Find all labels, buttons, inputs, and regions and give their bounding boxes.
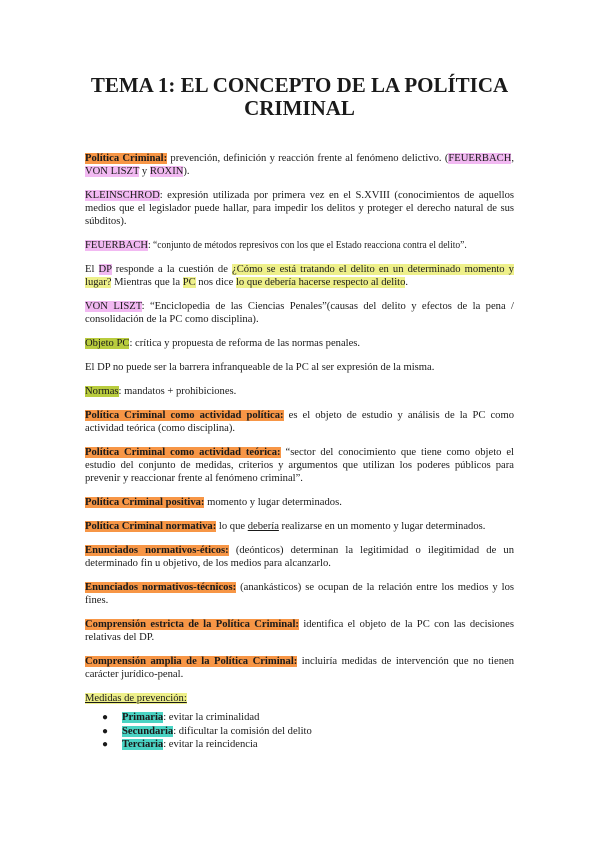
list-item (85, 738, 514, 752)
paragraph-text: : “Enciclopedia de las Ciencias Penales”(causas del delito y efectos de la pena / consolidación de la PC como disciplina). (85, 301, 514, 325)
list-item (85, 711, 514, 725)
author-roxin: ROXIN (149, 166, 184, 177)
paragraph-text: El DP no puede ser la barrera infranqueable de la PC al ser expresión de la misma. (85, 362, 435, 373)
paragraph-enunciados-eticos (85, 544, 514, 570)
term-highlight: Política Criminal: (85, 153, 168, 164)
question-highlight: ¿Cómo se está tratando el delito en un determinado momento y lugar? (85, 264, 514, 288)
paragraph-text: incluiría medidas de intervención que no tienen carácter jurídico-penal. (85, 656, 514, 680)
page-title (60, 74, 539, 120)
term-highlight: Enunciados normativos-técnicos: (85, 582, 237, 593)
term-pc: PC (182, 277, 196, 288)
author-feuerbach: FEUERBACH (448, 153, 512, 164)
paragraph-politica-criminal (85, 152, 514, 178)
paragraph-comprension-estricta (85, 618, 514, 644)
term-secundaria: Secundaria (122, 725, 174, 737)
text-segment: nos dice (195, 277, 236, 288)
paragraph-text: : mandatos + prohibiciones. (118, 386, 237, 397)
paragraph-von-liszt (85, 300, 514, 326)
bullet-icon: ● (102, 739, 109, 751)
paragraph-objeto-pc (85, 337, 514, 350)
list-item (85, 725, 514, 739)
term-highlight: Política Criminal normativa: (85, 521, 217, 532)
paragraph-text: identifica el objeto de la PC con las decisiones relativas del DP. (85, 619, 514, 643)
author-von-liszt: VON LISZT (85, 166, 140, 177)
paragraph-actividad-teorica (85, 446, 514, 485)
document-body (85, 152, 514, 752)
paragraph-text: : expresión utilizada por primera vez en el S.XVIII (conocimientos de aquellos medios que el legislador puede hallar, para impedir los delitos y proteger el derecho natural de sus súbditos). (85, 190, 514, 227)
term-highlight: Normas (85, 386, 119, 397)
paragraph-comprension-amplia (85, 655, 514, 681)
text-segment: lo que (216, 521, 248, 532)
paragraph-text: (anankásticos) se ocupan de la relación entre los medios y los fines. (85, 582, 514, 606)
prevention-heading-text: Medidas de prevención: (85, 693, 187, 704)
bullet-icon: ● (102, 725, 109, 737)
paragraph-text: : crítica y propuesta de reforma de las normas penales. (129, 338, 361, 349)
author-kleinschrod: KLEINSCHROD (85, 190, 160, 201)
title-line-2: CRIMINAL (244, 96, 355, 120)
paragraph-kleinschrod (85, 189, 514, 228)
paragraph-text: es el objeto de estudio y análisis de la PC como actividad teórica (como disciplina). (85, 410, 514, 434)
paragraph-text: : “conjunto de métodos represivos con los que el Estado reacciona contra el delito”. (147, 240, 467, 251)
prevention-list (85, 711, 514, 752)
paragraph-feuerbach (85, 239, 514, 252)
bullet-icon: ● (102, 712, 109, 723)
term-highlight: Política Criminal como actividad política: (85, 410, 284, 421)
paragraph-enunciados-tecnicos (85, 581, 514, 607)
underlined-word: debería (247, 521, 279, 532)
author-von-liszt: VON LISZT (85, 301, 142, 312)
answer-highlight: lo que debería hacerse respecto al delito (235, 277, 406, 288)
term-highlight: Objeto PC (85, 338, 130, 349)
text-segment: Mientras que la (111, 277, 183, 288)
list-item-text: : evitar la reincidencia (163, 739, 258, 751)
term-highlight: Política Criminal positiva: (85, 497, 205, 508)
author-feuerbach: FEUERBACH (85, 240, 148, 251)
paragraph-pc-normativa (85, 520, 514, 533)
prevention-heading (85, 692, 514, 705)
separator: y (139, 166, 150, 177)
term-highlight: Enunciados normativos-éticos: (85, 545, 229, 556)
term-highlight: Comprensión amplia de la Política Criminal: (85, 656, 298, 667)
paragraph-dp-pc (85, 263, 514, 289)
paragraph-text: “sector del conocimiento que tiene como objeto el estudio del conjunto de medidas, criterios y argumentos que utilizan los poderes públicos para prevenir y reaccionar frente al fenómeno criminal”. (85, 447, 514, 484)
paragraph-actividad-politica (85, 409, 514, 435)
paragraph-dp-barrera (85, 361, 514, 374)
list-item-text: : dificultar la comisión del delito (173, 725, 312, 737)
paragraph-normas (85, 385, 514, 398)
paragraph-text: momento y lugar determinados. (204, 497, 342, 508)
text-segment: realizarse en un momento y lugar determinados. (278, 521, 486, 532)
term-highlight: Comprensión estricta de la Política Criminal: (85, 619, 299, 630)
text-segment: responde a la cuestión de (111, 264, 232, 275)
separator: , (511, 153, 514, 164)
term-primaria: Primaria (122, 712, 164, 723)
paragraph-text: prevención, definición y reacción frente al fenómeno delictivo. ( (167, 153, 449, 164)
title-line-1: TEMA 1: EL CONCEPTO DE LA POLÍTICA (90, 73, 509, 97)
text-segment: . (405, 277, 409, 288)
term-highlight: Política Criminal como actividad teórica: (85, 447, 281, 458)
list-item-text: : evitar la criminalidad (163, 712, 260, 723)
term-terciaria: Terciaria (122, 739, 164, 751)
separator: ). (183, 166, 190, 177)
text-segment: El (85, 264, 99, 275)
term-dp: DP (98, 264, 112, 275)
paragraph-text: (deónticos) determinan la legitimidad o ilegitimidad de un determinado fin u objetivo, de los medios para alcanzarlo. (85, 545, 514, 569)
paragraph-pc-positiva (85, 496, 514, 509)
